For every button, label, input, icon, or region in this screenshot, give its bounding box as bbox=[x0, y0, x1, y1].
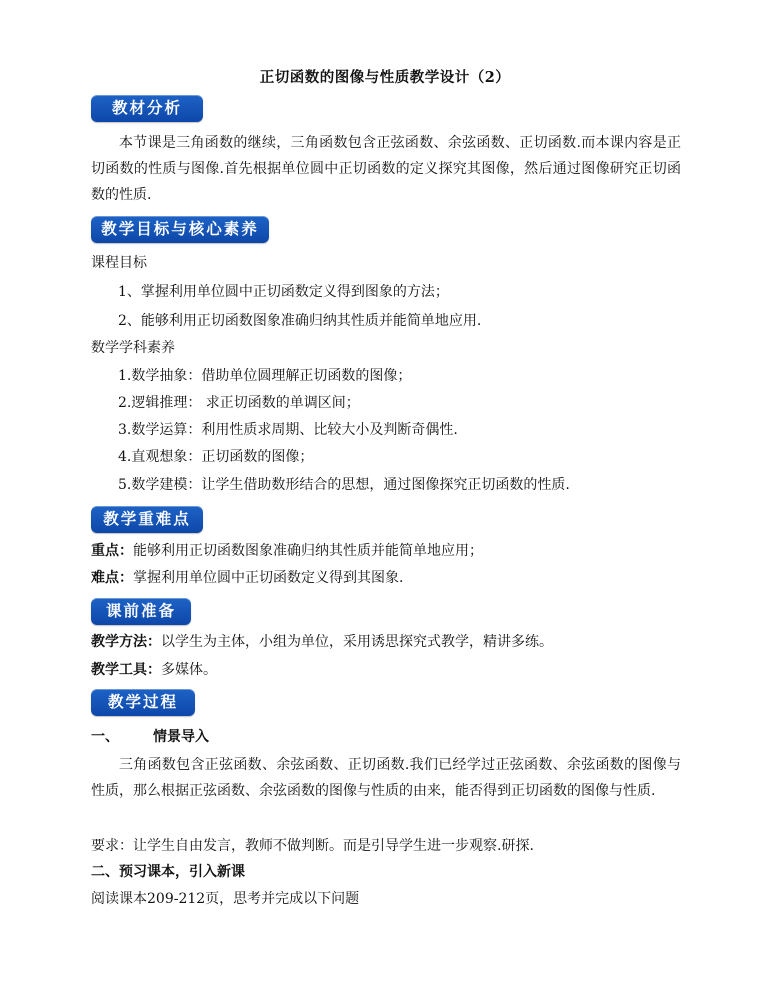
section-badge-objectives: 教学目标与核心素养 bbox=[91, 216, 269, 243]
literacy-item: 3.数学运算：利用性质求周期、比较大小及判断奇偶性. bbox=[118, 422, 458, 438]
teaching-tools-line bbox=[91, 660, 691, 680]
section-badge-process: 教学过程 bbox=[91, 689, 195, 716]
literacy-heading: 数学学科素养 bbox=[91, 340, 175, 356]
section-badge-analysis: 教材分析 bbox=[91, 95, 203, 122]
step2-text: 阅读课本209-212页，思考并完成以下问题 bbox=[91, 891, 360, 907]
page-title: 正切函数的图像与性质教学设计（2） bbox=[259, 69, 511, 86]
key-point-text: 能够利用正切函数图象准确归纳其性质并能简单地应用； bbox=[133, 543, 483, 559]
section-badge-key-points: 教学重难点 bbox=[91, 506, 203, 533]
course-objective-item: 2、能够利用正切函数图象准确归纳其性质并能简单地应用. bbox=[118, 313, 482, 329]
literacy-item: 1.数学抽象：借助单位圆理解正切函数的图像； bbox=[118, 368, 412, 384]
step2-heading: 二、预习课本，引入新课 bbox=[91, 864, 245, 880]
literacy-item: 5.数学建模：让学生借助数形结合的思想，通过图像探究正切函数的性质. bbox=[118, 477, 570, 493]
requirement-text: 要求：让学生自由发言，教师不做判断。而是引导学生进一步观察.研探. bbox=[91, 838, 534, 854]
teaching-method-label: 教学方法： bbox=[91, 634, 161, 650]
teaching-method-line bbox=[91, 632, 691, 652]
literacy-item: 4.直观想象：正切函数的图像； bbox=[118, 449, 314, 465]
teaching-method-text: 以学生为主体，小组为单位，采用诱思探究式教学，精讲多练。 bbox=[161, 634, 553, 650]
teaching-tools-text: 多媒体。 bbox=[161, 662, 217, 678]
teaching-tools-label: 教学工具： bbox=[91, 662, 161, 678]
literacy-item: 2.逻辑推理： 求正切函数的单调区间； bbox=[118, 395, 360, 411]
difficult-point-text: 掌握利用单位圆中正切函数定义得到其图象. bbox=[133, 570, 404, 586]
section-badge-preparation: 课前准备 bbox=[91, 598, 191, 625]
step1-title: 情景导入 bbox=[153, 729, 209, 745]
course-objectives-heading: 课程目标 bbox=[91, 255, 147, 271]
key-point-line bbox=[91, 541, 691, 561]
step1-number: 一、 bbox=[91, 729, 119, 745]
analysis-paragraph: 本节课是三角函数的继续，三角函数包含正弦函数、余弦函数、正切函数.而本课内容是正切函数的性质与图像.首先根据单位圆中正切函数的定义探究其图像，然后通过图像研究正切函数的性质. bbox=[91, 135, 681, 203]
difficult-point-line bbox=[91, 568, 691, 588]
course-objective-item: 1、掌握利用单位圆中正切函数定义得到图象的方法； bbox=[118, 284, 449, 300]
step1-paragraph: 三角函数包含正弦函数、余弦函数、正切函数.我们已经学过正弦函数、余弦函数的图像与性质，那么根据正弦函数、余弦函数的图像与性质的由来，能否得到正切函数的图像与性质. bbox=[91, 757, 681, 799]
difficult-point-label: 难点： bbox=[91, 570, 133, 586]
step1-heading bbox=[91, 727, 691, 747]
key-point-label: 重点： bbox=[91, 543, 133, 559]
